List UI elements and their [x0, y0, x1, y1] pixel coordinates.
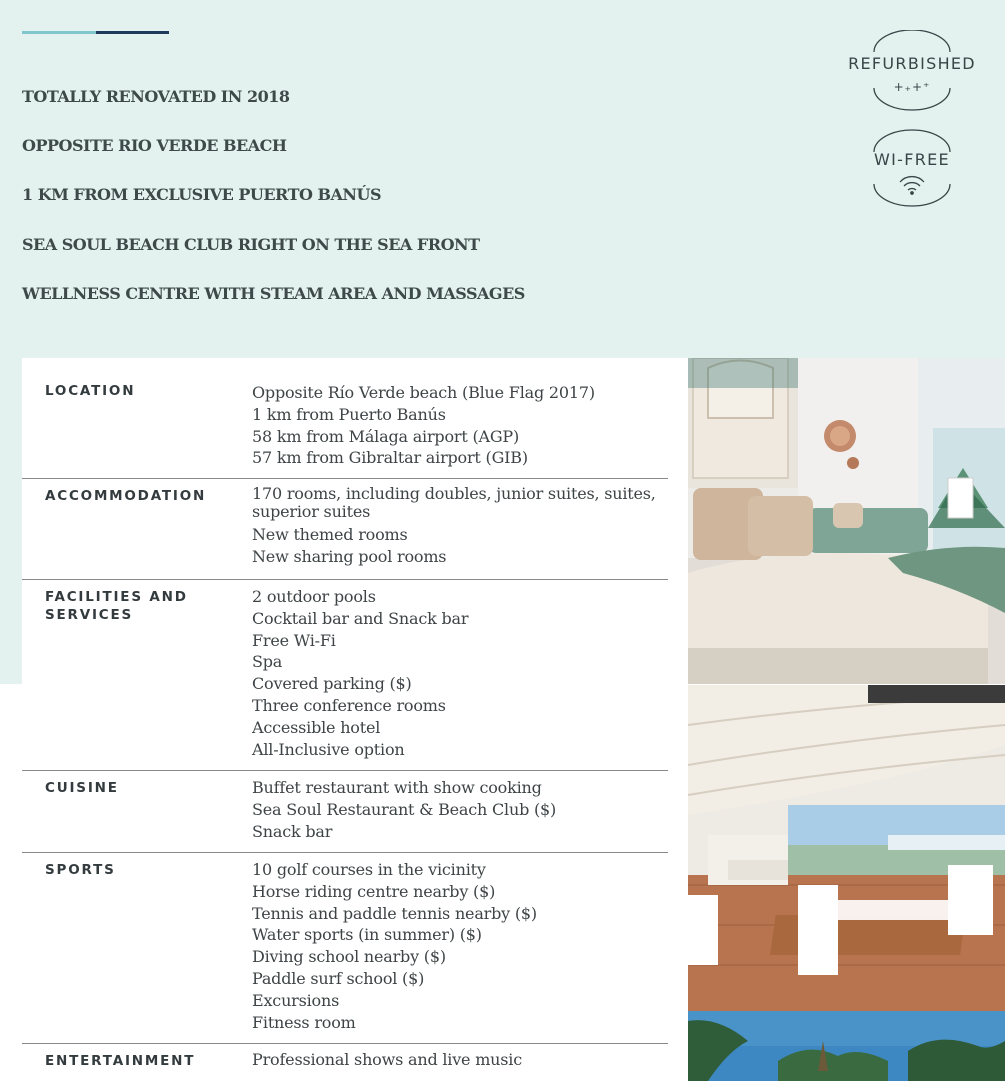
- list-item: Snack bar: [252, 821, 333, 841]
- list-item: Buffet restaurant with show cooking: [252, 778, 542, 797]
- palm-trees-photo: [688, 1011, 1005, 1081]
- highlight-item: SEA SOUL BEACH CLUB RIGHT ON THE SEA FRONT: [22, 234, 480, 254]
- list-item: Tennis and paddle tennis nearby ($): [252, 903, 537, 923]
- list-item: Opposite Río Verde beach (Blue Flag 2017): [252, 383, 595, 402]
- highlight-item: WELLNESS CENTRE WITH STEAM AREA AND MASSAGES: [22, 283, 525, 303]
- list-item: 58 km from Málaga airport (AGP): [252, 426, 520, 446]
- section-label: ACCOMMODATION: [45, 488, 207, 504]
- section-label: ENTERTAINMENT: [45, 1053, 196, 1069]
- list-item: 57 km from Gibraltar airport (GIB): [252, 448, 528, 468]
- highlights-list: [22, 84, 525, 330]
- list-item: New themed rooms: [252, 525, 408, 544]
- info-section-facilities: [22, 579, 668, 771]
- bedroom-photo: [688, 358, 1005, 684]
- hotel-info-table: [22, 358, 668, 1081]
- list-item: Horse riding centre nearby ($): [252, 881, 496, 901]
- list-item: Professional shows and live music: [252, 1050, 522, 1069]
- list-item: New sharing pool rooms: [252, 546, 447, 566]
- section-label: SPORTS: [45, 862, 116, 878]
- section-label: CUISINE: [45, 780, 119, 796]
- list-item: Excursions: [252, 990, 340, 1010]
- highlight-item: OPPOSITE RIO VERDE BEACH: [22, 136, 287, 156]
- list-item: 170 rooms, including doubles, junior suites, suites, superior suites: [252, 484, 656, 521]
- side-band: [0, 358, 22, 684]
- list-item: Sea Soul Restaurant & Beach Club ($): [252, 799, 557, 819]
- section-items: [252, 485, 662, 568]
- info-section-entertainment: [22, 1043, 668, 1082]
- list-item: Accessible hotel: [252, 717, 381, 737]
- list-item: Free Wi-Fi: [252, 630, 336, 650]
- section-items: [252, 777, 662, 842]
- list-item: Water sports (in summer) ($): [252, 925, 482, 945]
- info-section-location: [22, 382, 668, 478]
- refurbished-label: REFURBISHED: [848, 54, 976, 73]
- list-item: Cocktail bar and Snack bar: [252, 608, 469, 628]
- section-items: [252, 382, 662, 469]
- info-section-sports: [22, 852, 668, 1044]
- section-items: [252, 586, 662, 760]
- sparkle-icon: +₊+⁺: [893, 80, 931, 94]
- list-item: Spa: [252, 652, 283, 672]
- wifi-badge: [836, 128, 988, 212]
- list-item: Paddle surf school ($): [252, 968, 425, 988]
- section-label: FACILITIES AND SERVICES: [45, 589, 188, 623]
- highlight-item: 1 KM FROM EXCLUSIVE PUERTO BANÚS: [22, 185, 382, 205]
- section-items: [252, 859, 662, 1033]
- info-section-cuisine: [22, 770, 668, 853]
- list-item: 1 km from Puerto Banús: [252, 404, 446, 424]
- decorative-rule-dark: [96, 31, 169, 34]
- info-section-accommodation: [22, 478, 668, 580]
- wifi-label: WI-FREE: [874, 150, 950, 169]
- decorative-rule-light: [22, 31, 96, 34]
- wifi-icon: [900, 177, 924, 195]
- restaurant-photo: [688, 685, 1005, 1011]
- badge-arc-frame: [836, 128, 988, 212]
- list-item: Diving school nearby ($): [252, 947, 446, 967]
- list-item: All-Inclusive option: [252, 739, 405, 759]
- list-item: Fitness room: [252, 1012, 356, 1032]
- list-item: 2 outdoor pools: [252, 587, 376, 606]
- refurbished-badge: [836, 30, 988, 114]
- list-item: 10 golf courses in the vicinity: [252, 860, 486, 879]
- list-item: Three conference rooms: [252, 695, 446, 715]
- list-item: Covered parking ($): [252, 674, 412, 694]
- highlight-item: TOTALLY RENOVATED IN 2018: [22, 87, 290, 106]
- section-label: LOCATION: [45, 383, 136, 399]
- section-items: [252, 1049, 662, 1071]
